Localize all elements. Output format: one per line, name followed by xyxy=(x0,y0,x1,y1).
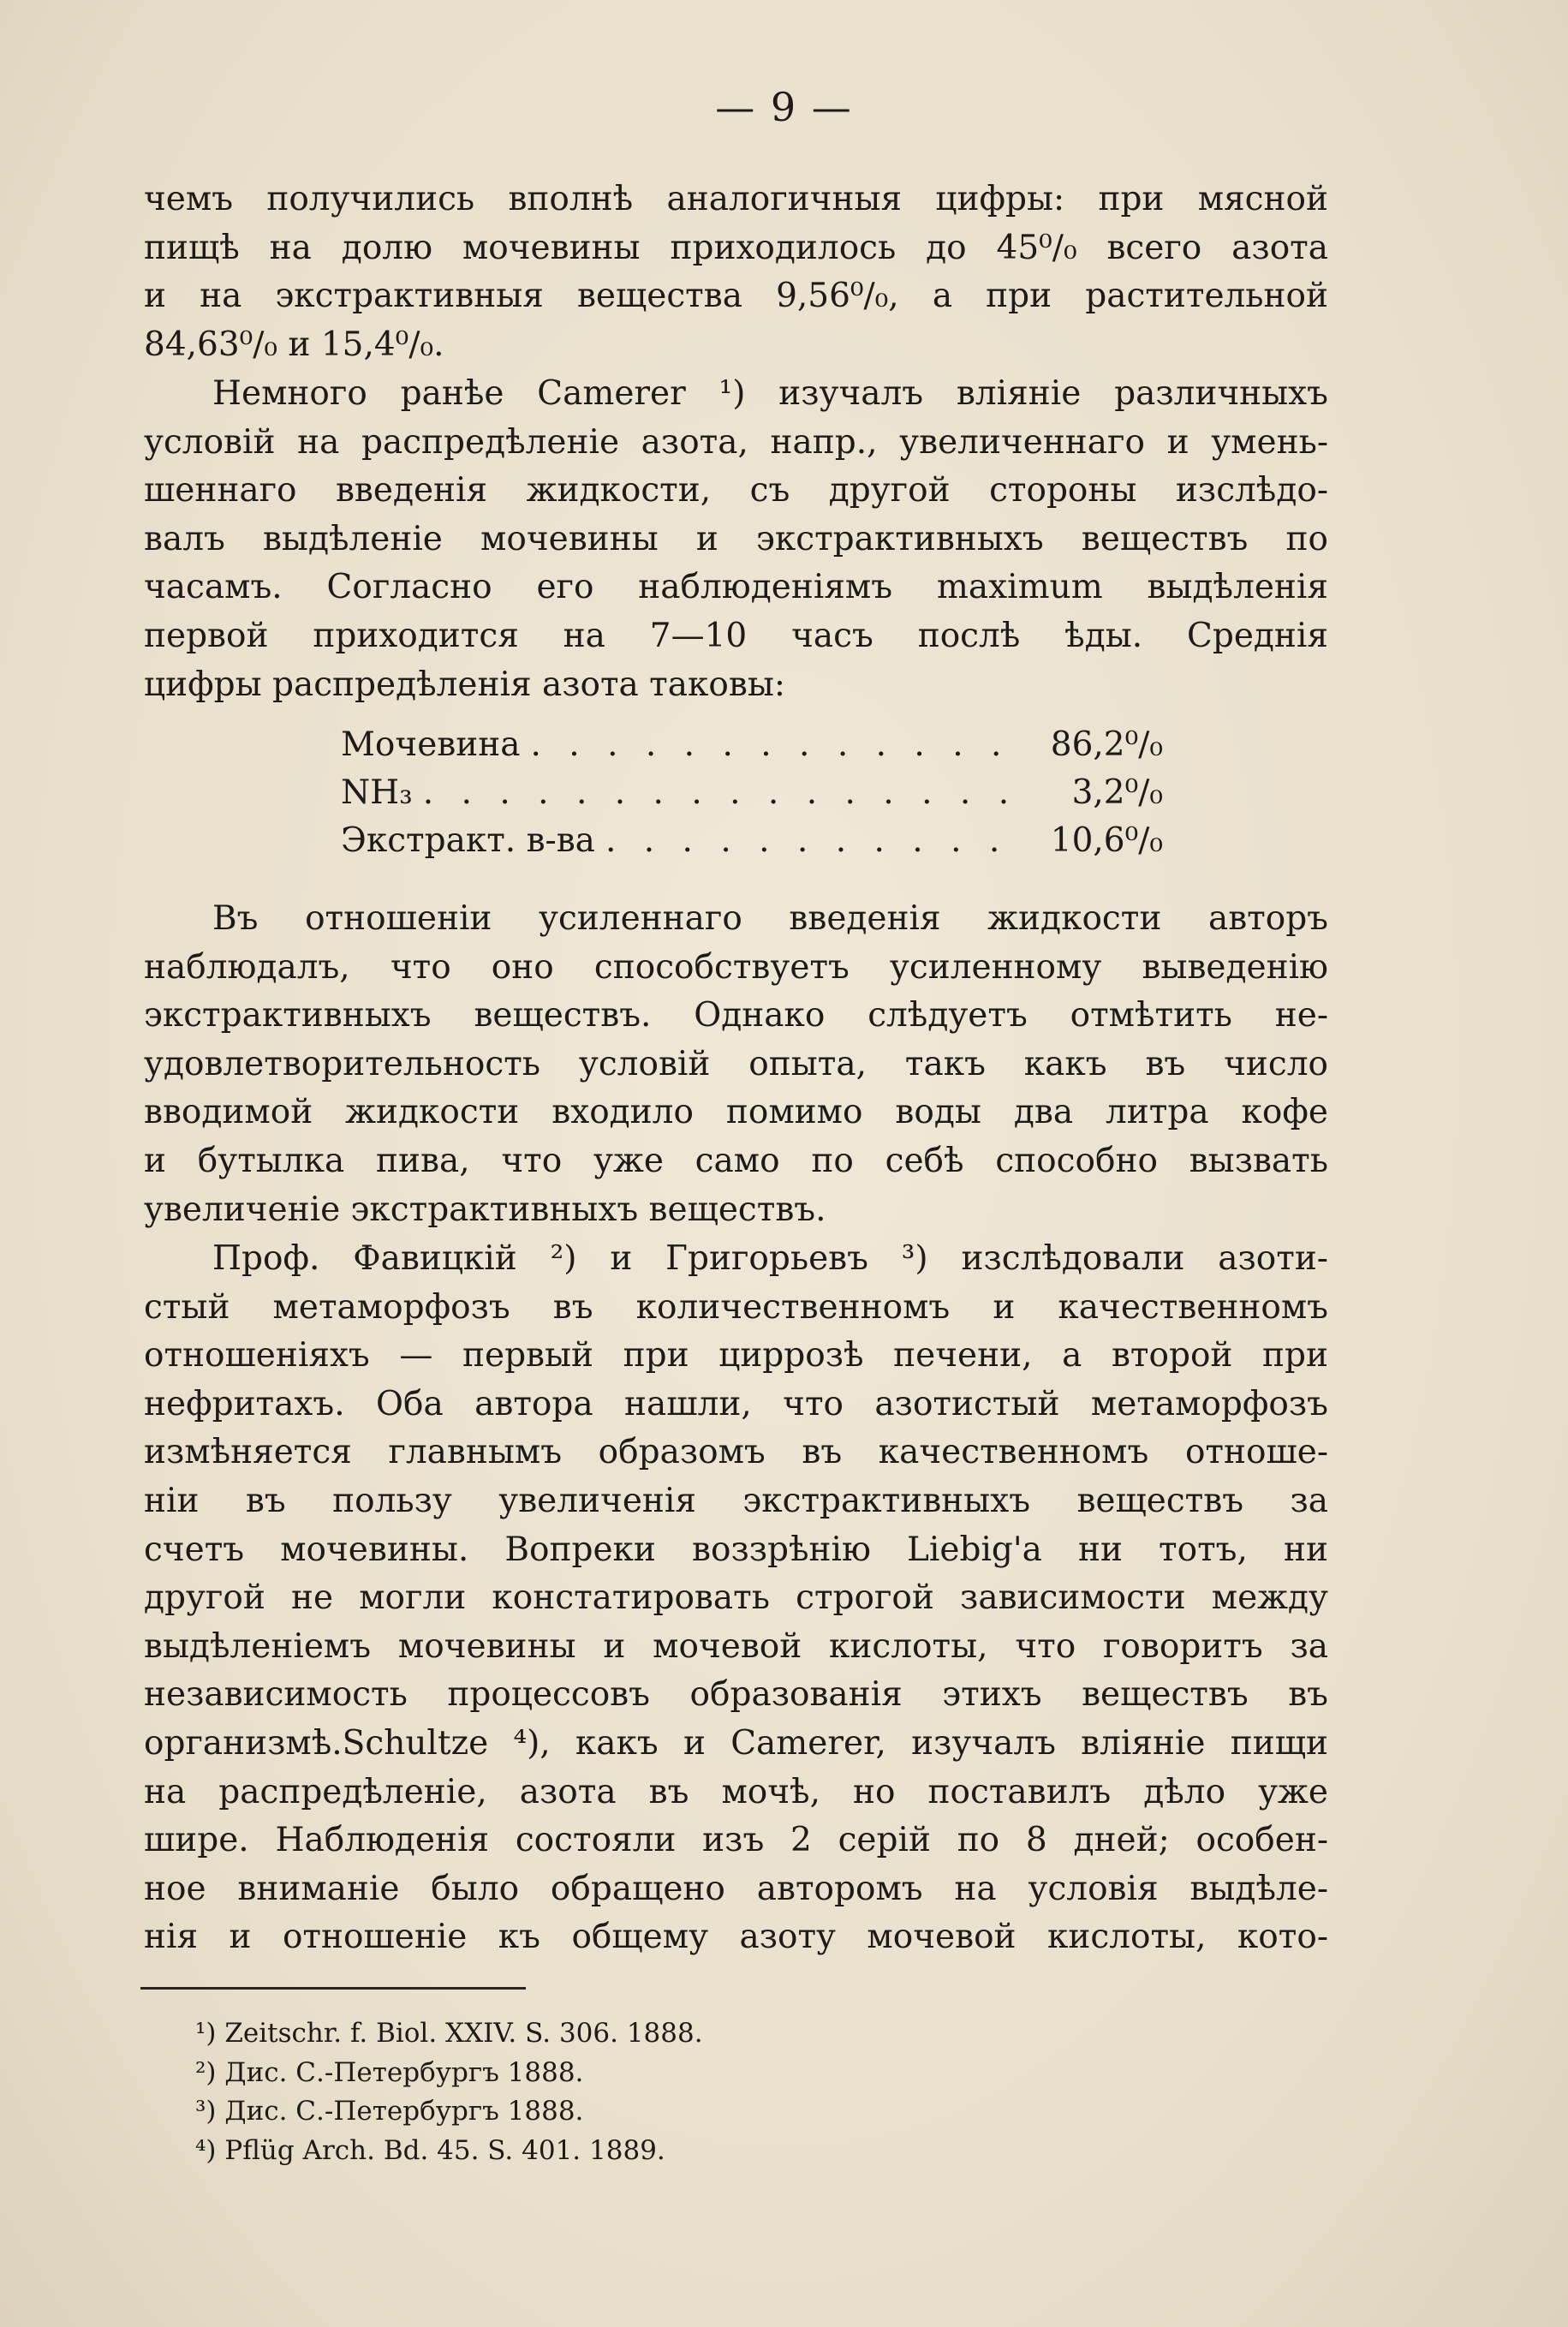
text-line: шире. Наблюденія состояли изъ 2 серій по 8 дней; особен- xyxy=(144,1821,1328,1860)
text-line: валъ выдѣленіе мочевины и экстрактивныхъ веществъ по xyxy=(144,519,1328,558)
text-line: часамъ. Согласно его наблюденіямъ maximum выдѣленія xyxy=(144,568,1328,607)
leader-dots xyxy=(605,817,1024,865)
text-line: Въ отношеніи усиленнаго введенія жидкости авторъ xyxy=(212,899,1328,938)
row-value: 3,2⁰/₀ xyxy=(1071,773,1163,812)
page-number: — 9 — xyxy=(715,84,853,130)
text-line: условій на распредѣленіе азота, напр., увеличеннаго и умень- xyxy=(144,422,1328,462)
footnote: ²) Дис. С.-Петербургъ 1888. xyxy=(195,2056,584,2088)
text-line: удовлетворительность условій опыта, такъ какъ въ число xyxy=(144,1044,1328,1083)
text-line: и на экстрактивныя вещества 9,56⁰/₀, а при растительной xyxy=(144,277,1328,316)
row-label: Мочевина xyxy=(341,725,521,764)
table-row xyxy=(341,817,1163,865)
text-line: нія и отношеніе къ общему азоту мочевой кислоты, кото- xyxy=(144,1918,1328,1957)
text-line: счетъ мочевины. Вопреки воззрѣнію Liebig'a ни тотъ, ни xyxy=(144,1530,1328,1569)
text-line: стый метаморфозъ въ количественномъ и качественномъ xyxy=(144,1287,1328,1327)
paragraph-4 xyxy=(144,1235,1328,1962)
text-line: экстрактивныхъ веществъ. Однако слѣдуетъ отмѣтить не- xyxy=(144,996,1328,1035)
row-value: 10,6⁰/₀ xyxy=(1050,821,1163,860)
text-line: нефритахъ. Оба автора нашли, что азотистый метаморфозъ xyxy=(144,1384,1328,1423)
row-label: Экстракт. в-ва xyxy=(341,821,595,860)
text-line: пищѣ на долю мочевины приходилось до 45⁰/₀ всего азота xyxy=(144,228,1328,267)
leader-dots xyxy=(530,721,1024,769)
text-line: Проф. Фавицкій ²) и Григорьевъ ³) изслѣдовали азоти- xyxy=(212,1239,1328,1278)
text-line: и бутылка пива, что уже само по себѣ способно вызвать xyxy=(144,1141,1328,1180)
text-line: первой приходится на 7—10 часъ послѣ ѣды. Среднія xyxy=(144,616,1328,655)
text-line: другой не могли констатировать строгой зависимости между xyxy=(144,1578,1328,1618)
leader-dots xyxy=(423,769,1024,817)
table-row xyxy=(341,769,1163,817)
paragraph-2 xyxy=(144,370,1328,709)
text-line: 84,63⁰/₀ и 15,4⁰/₀. xyxy=(144,325,444,364)
paragraph-3 xyxy=(144,895,1328,1234)
text-line: на распредѣленіе, азота въ мочѣ, но поставилъ дѣло уже xyxy=(144,1772,1328,1811)
text-line: увеличеніе экстрактивныхъ веществъ. xyxy=(144,1190,826,1229)
footnote-divider xyxy=(140,1987,526,1990)
text-line: вводимой жидкости входило помимо воды два литра кофе xyxy=(144,1093,1328,1132)
text-line: независимость процессовъ образованія этихъ веществъ въ xyxy=(144,1675,1328,1715)
row-label: NH₃ xyxy=(341,773,413,812)
text-line: ное вниманіе было обращено авторомъ на условія выдѣле- xyxy=(144,1869,1328,1908)
table-row xyxy=(341,721,1163,769)
nitrogen-distribution-table xyxy=(341,721,1163,865)
footnote: ⁴) Pflüg Arch. Bd. 45. S. 401. 1889. xyxy=(195,2134,665,2166)
row-value: 86,2⁰/₀ xyxy=(1050,725,1163,764)
footnote: ³) Дис. С.-Петербургъ 1888. xyxy=(195,2096,584,2127)
text-line: наблюдалъ, что оно способствуетъ усиленному выведенію xyxy=(144,947,1328,987)
text-line: ніи въ пользу увеличенія экстрактивныхъ веществъ за xyxy=(144,1481,1328,1520)
text-line: организмѣ.Schultze ⁴), какъ и Camerer, изучалъ вліяніе пищи xyxy=(144,1723,1328,1763)
text-line: цифры распредѣленія азота таковы: xyxy=(144,665,785,704)
text-line: измѣняется главнымъ образомъ въ качественномъ отноше- xyxy=(144,1433,1328,1472)
text-line: чемъ получились вполнѣ аналогичныя цифры: при мясной xyxy=(144,180,1328,218)
footnote: ¹) Zeitschr. f. Biol. XXIV. S. 306. 1888. xyxy=(195,2018,703,2049)
text-line: Немного ранѣе Camerer ¹) изучалъ вліяніе различныхъ xyxy=(212,374,1328,413)
text-line: шеннаго введенія жидкости, съ другой стороны изслѣдо- xyxy=(144,471,1328,510)
footnotes xyxy=(195,2014,1223,2170)
paragraph-1 xyxy=(144,176,1328,369)
text-line: выдѣленіемъ мочевины и мочевой кислоты, что говоритъ за xyxy=(144,1626,1328,1666)
text-line: отношеніяхъ — первый при циррозѣ печени, а второй при xyxy=(144,1336,1328,1375)
